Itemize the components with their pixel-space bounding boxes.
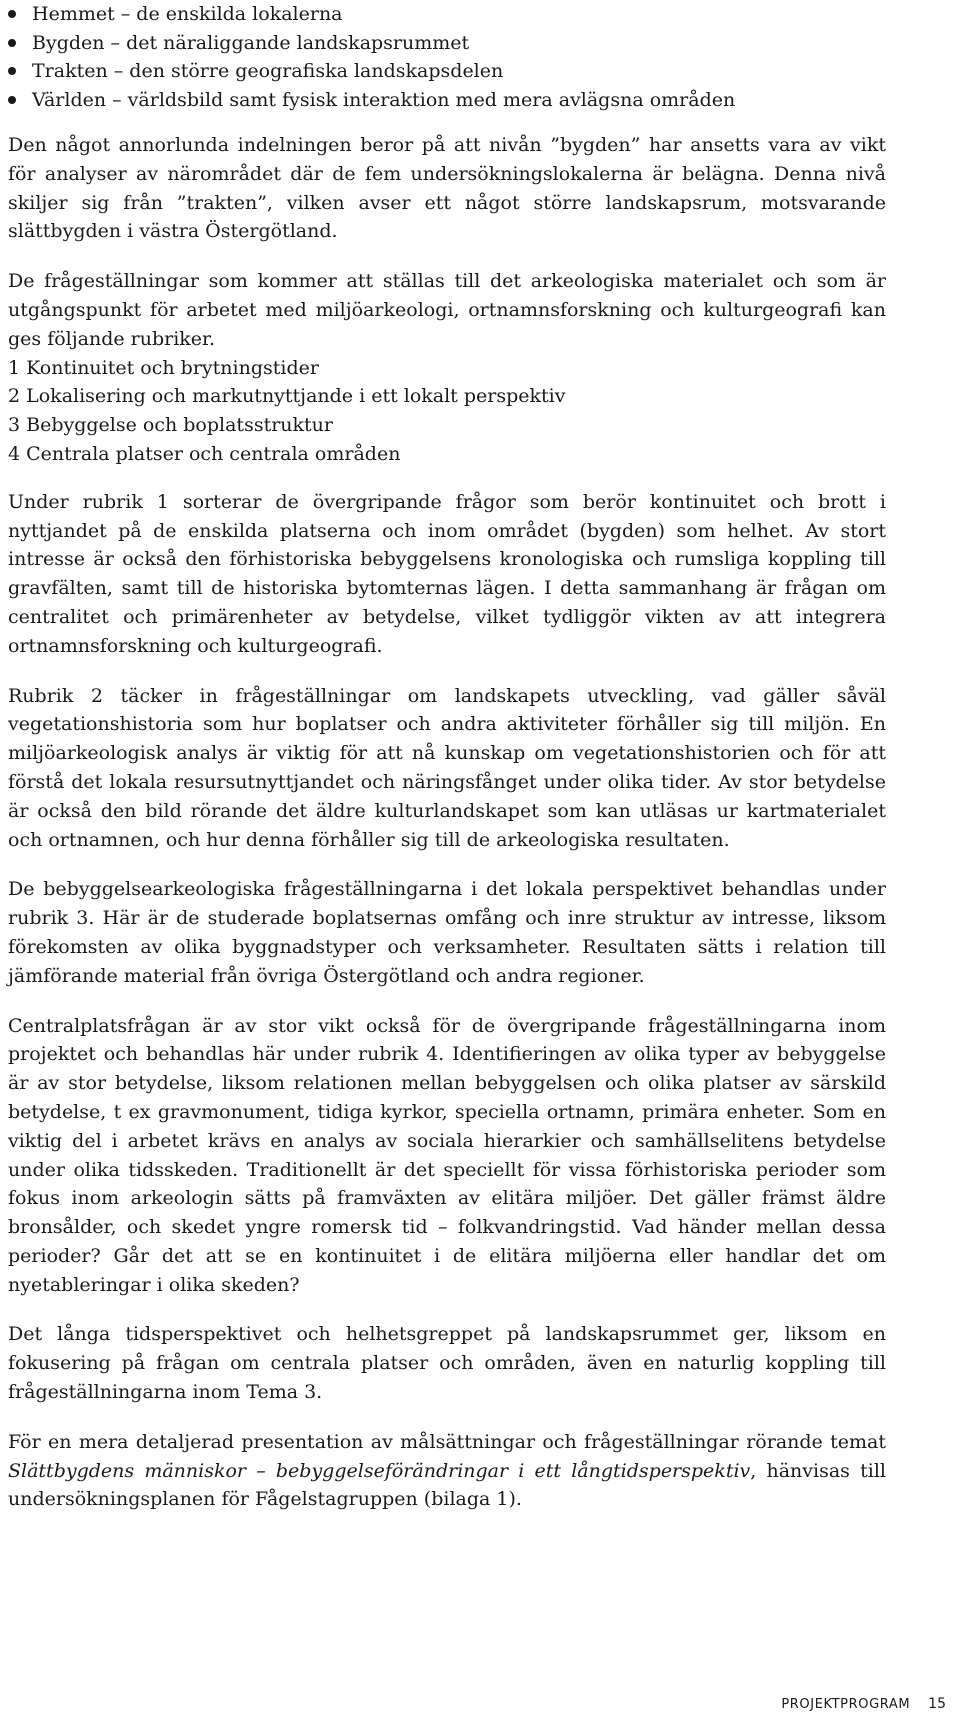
- paragraph-rubric-1: Under rubrik 1 sorterar de övergripande frågor som berör kontinuitet och brott i nyttjandet på de enskilda platserna och inom området (bygden) som helhet. Av stort intresse är också den förhistoriska bebyggelsens kronologiska och rumsliga koppling till gravfälten, samt till de historiska bytomternas lägen. I detta sammanhang är frågan om centralitet och primärenheter av betydelse, vilket tydliggör vikten av att integrera ortnamnsforskning och kulturgeografi.: [8, 490, 886, 657]
- paragraph-central-places: Centralplatsfrågan är av stor vikt också för de övergripande frågeställningarna inom projektet och behandlas här under rubrik 4. Identifieringen av olika typer av bebyggelse är av stor betydelse, liksom relationen mellan bebyggelsen och olika platser av särskild betydelse, t ex gravmonument, tidiga kyrkor, speciella ortnamn, primära enheter. Som en viktig del i arbetet krävs en analys av sociala hierarkier och samhällselitens betydelse under olika tidsskeden. Traditionellt är det speciellt för vissa förhistoriska perioder som fokus inom arkeologin sätts på framväxten av elitära miljöer. Det gäller främst äldre bronsålder, och skedet yngre romersk tid – folkvandringstid. Vad händer mellan dessa perioder? Går det att se en kontinuitet i de elitära miljöerna eller handlar det om nyetableringar i olika skeden?: [8, 1014, 886, 1296]
- list-item: 3 Bebyggelse och boplatsstruktur: [8, 414, 333, 437]
- list-item: Världen – världsbild samt fysisk interaktion med mera avlägsna områden: [8, 86, 886, 115]
- list-item: Hemmet – de enskilda lokalerna: [8, 0, 886, 29]
- bullet-icon: [8, 39, 16, 47]
- document-page: [8, 0, 886, 1514]
- theme-title: Slättbygdens människor – bebyggelseförändringar i ett långtidsperspektiv: [8, 1459, 751, 1482]
- paragraph-rubric-3: De bebyggelsearkeologiska frågeställningarna i det lokala perspektivet behandlas under rubrik 3. Här är de studerade boplatsernas omfång och inre struktur av intresse, liksom förekomsten av olika byggnadstyper och verksamheter. Resultaten sätts i relation till jämförande material från övriga Östergötland och andra regioner.: [8, 878, 886, 987]
- bullet-icon: [8, 10, 16, 18]
- bullet-icon: [8, 67, 16, 75]
- region-levels-list: [8, 0, 886, 114]
- list-item: Bygden – det näraliggande landskapsrummet: [8, 29, 886, 58]
- paragraph-long-perspective: Det långa tidsperspektivet och helhetsgreppet på landskapsrummet ger, liksom en fokusering på frågan om centrala platser och områden, även en naturlig koppling till frågeställningarna inom Tema 3.: [8, 1323, 886, 1404]
- rubric-list: [8, 354, 886, 469]
- paragraph-reference: För en mera detaljerad presentation av målsättningar och frågeställningar rörande temat Slättbygdens människor – bebyggelseförändringar i ett långtidsperspektiv, hänvisas till undersökningsplanen för Fågelstagruppen (bilaga 1).: [8, 1430, 886, 1511]
- list-item: 4 Centrala platser och centrala områden: [8, 442, 401, 465]
- page-footer: [781, 1696, 946, 1712]
- page-number: 15: [928, 1696, 946, 1712]
- list-item: 1 Kontinuitet och brytningstider: [8, 356, 319, 379]
- list-item: Trakten – den större geografiska landskapsdelen: [8, 57, 886, 86]
- paragraph-level-division: Den något annorlunda indelningen beror på att nivån ”bygden” har ansetts vara av vikt för analyser av närområdet där de fem undersökningslokalerna är belägna. Denna nivå skiljer sig från ”trakten”, vilken avser ett något större landskapsrum, motsvarande slättbygden i västra Östergötland.: [8, 134, 886, 243]
- list-item: 2 Lokalisering och markutnyttjande i ett lokalt perspektiv: [8, 385, 566, 408]
- paragraph-research-questions: De frågeställningar som kommer att ställas till det arkeologiska materialet och som är utgångspunkt för arbetet med miljöarkeologi, ortnamnsforskning och kulturgeografi kan ges följande rubriker.: [8, 270, 886, 350]
- bullet-icon: [8, 96, 16, 104]
- paragraph-rubric-2: Rubrik 2 täcker in frågeställningar om landskapets utveckling, vad gäller såväl vegetationshistoria som hur boplatser och andra aktiviteter förhåller sig till miljön. En miljöarkeologisk analys är viktig för att nå kunskap om vegetationshistorien och för att förstå det lokala resursutnyttjandet och näringsfånget under olika tider. Av stor betydelse är också den bild rörande det äldre kulturlandskapet som kan utläsas ur kartmaterialet och ortnamnen, och hur denna förhåller sig till de arkeologiska resultaten.: [8, 684, 886, 851]
- footer-section-label: PROJEKTPROGRAM: [781, 1697, 911, 1712]
